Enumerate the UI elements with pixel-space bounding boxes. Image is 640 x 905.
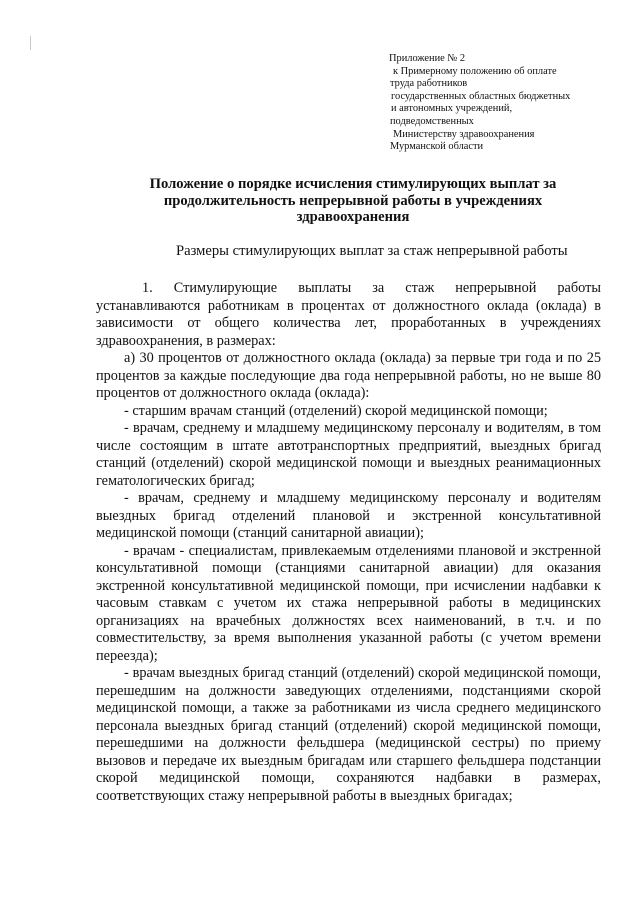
paragraph: - врачам - специалистам, привлекаемым отделениями плановой и экстренной консультативной помощи (станциями санитарной авиации) для оказания экстренной консультативной медицинской помощи, при исчислении надбавки к часовым ставкам с учетом их стажа непрерывной работы в медицинских организациях на врачебных должностях всех наименований, в т.ч. и по совместительству, за время выполнения указанной работы (с учетом времени переезда); — [96, 542, 601, 664]
annex-line: государственных областных бюджетных — [391, 90, 571, 102]
annex-line: труда работников — [390, 78, 468, 90]
document-body — [96, 280, 601, 805]
annex-line: подведомственных — [390, 115, 474, 127]
paragraph: а) 30 процентов от должностного оклада (оклада) за первые три года и по 25 процентов за каждые последующие два года непрерывной работы, но не выше 80 процентов от должностного оклада (оклада): — [96, 350, 601, 401]
annex-line: Мурманской области — [390, 141, 484, 153]
annex-line: к Примерному положению об оплате — [393, 65, 557, 77]
paragraph: - врачам, среднему и младшему медицинскому персоналу и водителям выездных бригад отделений плановой и экстренной консультативной медицинской помощи (станций санитарной авиации); — [96, 490, 601, 541]
paragraph: - врачам, среднему и младшему медицинскому персоналу и водителям, в том числе состоящим в штате автотранспортных предприятий, выездных бригад станций (отделений) скорой медицинской помощи и выездных реанимационных гематологических бригад; — [96, 420, 601, 489]
scan-artifact — [30, 36, 31, 50]
annex-line: Министерству здравоохранения — [393, 128, 535, 140]
annex-header — [389, 53, 614, 154]
paragraph: 1. Стимулирующие выплаты за стаж непрерывной работы устанавливаются работникам в процентах от должностного оклада (оклада) в зависимости от общего количества лет, проработанных в учреждениях здравоохранения, в размерах: — [96, 280, 601, 349]
annex-line: Приложение № 2 — [389, 53, 466, 64]
paragraph: - врачам выездных бригад станций (отделений) скорой медицинской помощи, перешедшим на должности заведующих отделениями, подстанциями скорой медицинской помощи, а также за работниками из числа среднего медицинского персонала выездных бригад станций (отделений) скорой медицинской помощи, перешедшими на должности фельдшера (медицинской сестры) по приему вызовов и передаче их выездным бригадам или старшего фельдшера подстанции скорой медицинской помощи, сохраняются надбавки в размерах, соответствующих стажу непрерывной работы в выездных бригадах; — [96, 665, 601, 804]
section-subtitle: Размеры стимулирующих выплат за стаж непрерывной работы — [176, 243, 568, 259]
document-title: Положение о порядке исчисления стимулирующих выплат за продолжительность непрерывной работы в учреждениях здравоохранения — [149, 176, 557, 226]
annex-line: и автономных учреждений, — [391, 103, 513, 115]
paragraph: - старшим врачам станций (отделений) скорой медицинской помощи; — [124, 402, 548, 419]
